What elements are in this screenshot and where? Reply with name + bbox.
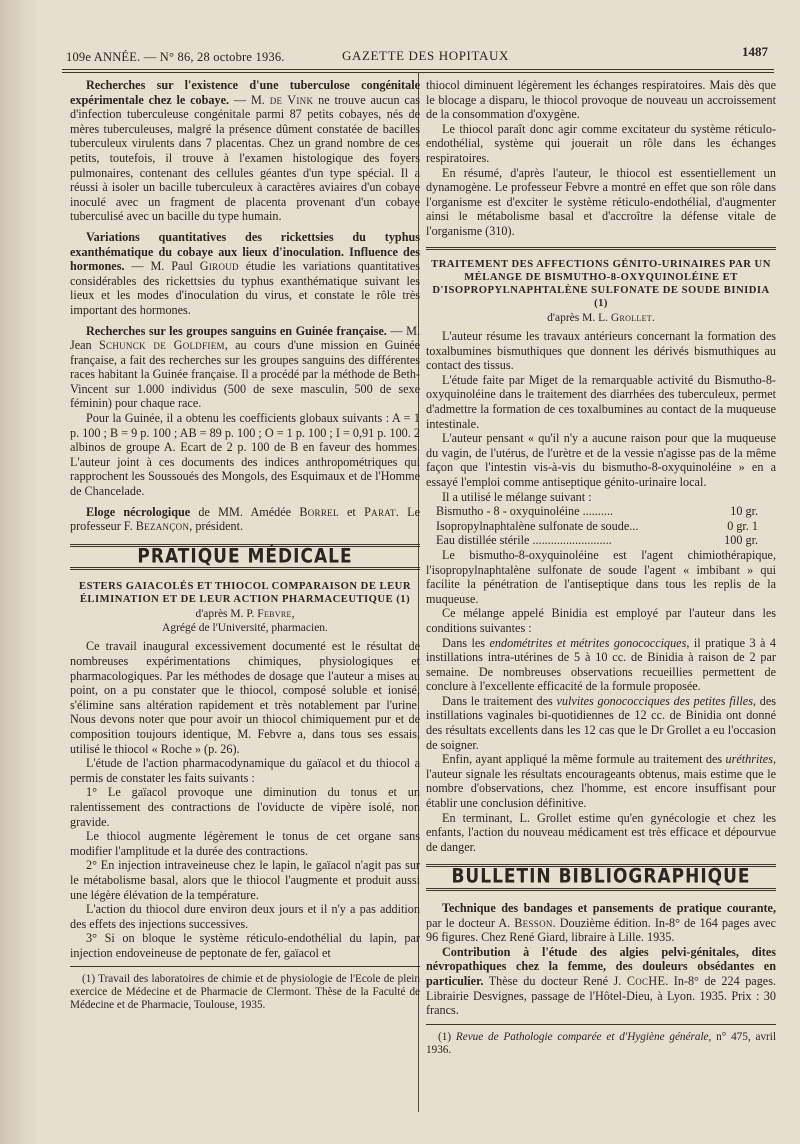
article-paragraph: Le thiocol paraît donc agir comme excitateur du système réticulo-endothélial, système qui jouerait un rôle dans les échanges respiratoires.: [426, 121, 776, 165]
article-paragraph: 2° En injection intraveineuse chez le lapin, le gaïacol n'agit pas sur le métabolisme basal, alors que le thiocol l'augmente et produit aussi une légère élévation de la température.: [70, 858, 420, 902]
article-title-binidia: TRAITEMENT DES AFFECTIONS GÉNITO-URINAIRES PAR UN MÉLANGE DE BISMUTHO-8-OXYQUINOLÉINE ET D'ISOPROPYLNAPHTALÈNE SULFONATE DE SOUDE BINIDIA (1): [431, 258, 771, 309]
article-paragraph: 1° Le gaïacol provoque une diminution du tonus et un ralentissement des contractions de l'oviducte de vipère isolé, non gravide.: [70, 785, 420, 829]
bibliography-entry: Contribution à l'étude des algies pelvi-génitales, dites névropathiques chez la femme, des douleurs obsédantes en particulier. Thèse du docteur René J. CocHE. In-8° de 224 pages. Librairie Desvignes, passage de l'Hôtel-Dieu, à Lyon. 1935. Prix : 30 francs.: [426, 944, 776, 1018]
article-paragraph: Il a utilisé le mélange suivant :: [442, 489, 592, 504]
footnote-rule: [426, 1024, 776, 1025]
article-paragraph: Dans le traitement des vulvites gonococciques des petites filles, des instillations vaginales bi-quotidiennes de 12 cc. de Binidia ont donné des résultats excellents dans les 12 cas que le Dr Grollet a eu l'occasion de soigner.: [426, 693, 777, 752]
article-paragraph: L'auteur pensant « qu'il n'y a aucune raison pour que la muqueuse du vagin, de l'utérus, de l'urètre et de la vessie n'agisse pas de la même façon que l'intestin vis-à-vis du bismutho-8-oxyquinoléine » en a essayé l'emploi comme antiseptique génito-urinaire local.: [426, 431, 776, 489]
section-heading-bulletin: BULLETIN BIBLIOGRAPHIQUE: [426, 864, 776, 891]
article-paragraph: L'action du thiocol dure environ deux jours et il n'y a pas addition des effets des injections successives.: [70, 902, 420, 931]
left-column: [70, 78, 420, 1012]
article-paragraph: En terminant, L. Grollet estime qu'en gynécologie et chez les enfants, l'action du nouveau médicament est très efficace et dépourvue de danger.: [426, 810, 776, 854]
article-paragraph: Enfin, ayant appliqué la même formule au traitement des uréthrites, l'auteur signale les résultats encourageants obtenus, mais estime que le nombre d'observations, chez l'homme, est encore insuffisant pour établir une conclusion définitive.: [426, 752, 776, 811]
article-paragraph: L'étude de l'action pharmacodynamique du gaïacol et du thiocol a permis de constater les faits suivants :: [70, 756, 420, 785]
article-title-esters: ESTERS GAIACOLÉS ET THIOCOL COMPARAISON DE LEUR ÉLIMINATION ET DE LEUR ACTION PHARMACEUTIQUE (1): [79, 581, 411, 606]
article-separator: [426, 247, 776, 250]
formula-line: Isopropylnaphtalène sulfonate de soude... 0 gr. 1: [436, 518, 758, 533]
formula-line: Eau distillée stérile .......................... 100 gr.: [436, 533, 758, 548]
running-header: [66, 44, 770, 68]
paragraph-tuberculose: Recherches sur l'existence d'une tuberculose congénitale expérimentale chez le cobaye. — M. de Vink ne trouve aucun cas d'infection tuberculeuse congénitale parmi 87 petits cobayes, nés de mères tuberculeuses, malgré la présence dûment constatée de bacilles tuberculeux virulents dans 7 placentas. Chez un grand nombre de ces petits, toutefois, il trouve à l'examen histologique des foyers pulmonaires, contenant des cellules géantes d'un type spécial. Il a réussi à isoler un bacille tuberculeux à caractères aviaires d'un cobaye inoculé avec un fragment de placenta provenant d'un cobaye tuberculisé avec un bacille du type humain.: [70, 78, 420, 224]
issue-info: 109e ANNÉE. — N° 86, 28 octobre 1936.: [66, 50, 285, 64]
right-column: [426, 78, 776, 1057]
article-paragraph: thiocol diminuent légèrement les échanges respiratoires. Mais dès que le blocage a disparu, le thiocol provoque de nouveau un accroissement de la consommation d'oxygène.: [426, 78, 776, 122]
formula-line: Bismutho - 8 - oxyquinoléine .......... 10 gr.: [436, 504, 758, 519]
paragraph-eloge: Eloge nécrologique de MM. Amédée Borrel et Parat. Le professeur F. Bezançon, président.: [70, 504, 420, 534]
section-heading-pratique: PRATIQUE MÉDICALE: [70, 544, 420, 571]
paragraph-rickettsies: Variations quantitatives des rickettsies du typhus exanthématique du cobaye aux lieux d'inoculation. Influence des hormones. — M. Paul Giroud étudie les variations quantitatives considérables des rickettsies du typhus exanthématique suivant les lieux et les modes d'inoculation du virus, et constate le rôle très important des hormones.: [70, 229, 420, 317]
article-paragraph: En résumé, d'après l'auteur, le thiocol est essentiellement un dynamogène. Le professeur Febvre a montré en effet que son rôle dans l'organisme est d'exciter le système réticulo-endothélial, d'augmenter ainsi le métabolisme basal et d'accroître la défense vitale de l'organisme (310).: [426, 165, 776, 238]
footnote-rule: [70, 966, 420, 967]
article-paragraph: Le thiocol augmente légèrement le tonus de cet organe sans modifier l'amplitude et la durée des contractions.: [70, 829, 420, 858]
byline-febvre-title: Agrégé de l'Université, pharmacien.: [162, 621, 328, 634]
footnote-thesis: (1) Travail des laboratoires de chimie et de physiologie de l'Ecole de plein exercice de Médecine et de Pharmacie de Clermont. Thèse de la Faculté de Médecine et de Pharmacie, Toulouse, 1935.: [70, 973, 420, 1012]
article-paragraph: Ce mélange appelé Binidia est employé par l'auteur dans les conditions suivantes :: [426, 606, 776, 635]
article-paragraph: Dans les endométrites et métrites gonococciques, il pratique 3 à 4 instillations intra-utérines de 5 à 10 cc. de Binidia à raison de 2 par semaine. De nombreuses observations recueillies permettent de conclure à l'excellente efficacité de la formule proposée.: [426, 635, 776, 694]
article-paragraph: L'auteur résume les travaux antérieurs concernant la formation des toxalbumines bismuthiques que donnent les dérivés bismuthiques au contact des tissus.: [426, 329, 776, 373]
header-rule: [62, 69, 774, 70]
article-paragraph: Le bismutho-8-oxyquinoléine est l'agent chimiothérapique, l'isopropylnaphtalène sulfonate de soude l'agent « imbibant » qui facilite la pénétration de l'antiseptique dans tous les replis de la muqueuse.: [426, 547, 776, 606]
paragraph-groupes-sanguins: Recherches sur les groupes sanguins en Guinée française. — M. Jean Schunck de Goldfiem, au cours d'une mission en Guinée française, a fait des recherches sur les groupes sanguins des différentes races habitant la Guinée française. Il a procédé par la méthode de Beth-Vincent sur 1.000 individus (500 de sexe masculin, 500 de sexe féminin) pour chaque race.: [70, 323, 420, 411]
journal-title: GAZETTE DES HOPITAUX: [342, 48, 509, 63]
paragraph-coefficients: Pour la Guinée, il a obtenu les coefficients globaux suivants : A = 1 p. 100 ; B = 9 p. 100 ; AB = 89 p. 100 ; O = 1 p. 100 ; I = 0,91 p. 100. 2 albinos de groupe A. Ecart de 2 p. 100 de B en faveur des hommes. L'auteur joint à ces documents des indices anthropométriques qui rapprochent les Soussoués des Mongols, des Esquimaux et de l'Homme de Chancelade.: [70, 411, 420, 499]
binding-shadow: [0, 0, 40, 1144]
bibliography-entry: Technique des bandages et pansements de pratique courante, par le docteur A. Besson. Douzième édition. In-8° de 164 pages avec 96 figures. Chez René Giard, libraire à Lille. 1935.: [426, 901, 776, 945]
byline-grollet: d'après M. L. Grollet.: [547, 311, 655, 324]
page-number: 1487: [742, 44, 768, 59]
footnote-revue: (1) Revue de Pathologie comparée et d'Hygiène générale, n° 475, avril 1936.: [426, 1030, 776, 1056]
article-paragraph: Ce travail inaugural excessivement documenté est le résultat de nombreuses expérimentations chimiques, physiologiques et pharmacologiques. Par les méthodes de dosage que l'auteur a mises au point, on a pu constater que le thiocol, composé soluble et ionisé, s'élimine sans altération rapidement et très notablement par l'urine. Nous devons noter que pour avoir un thiocol chimiquement pur et de composition toujours identique, M. Febvre a, dans tous ses essais, utilisé le thiocol « Roche » (p. 26).: [70, 639, 420, 756]
article-paragraph: 3° Si on bloque le système réticulo-endothélial du lapin, par injection endoveineuse de peptonate de fer, gaïacol et: [70, 931, 420, 960]
byline-febvre: d'après M. P. Febvre,: [195, 608, 295, 621]
article-paragraph: L'étude faite par Miget de la remarquable activité du Bismutho-8-oxyquinoléine dans le traitement des diarrhées des tuberculeux, permet d'admettre la formation de ces toxalbumines au contact de la muqueuse intestinale.: [426, 372, 776, 431]
